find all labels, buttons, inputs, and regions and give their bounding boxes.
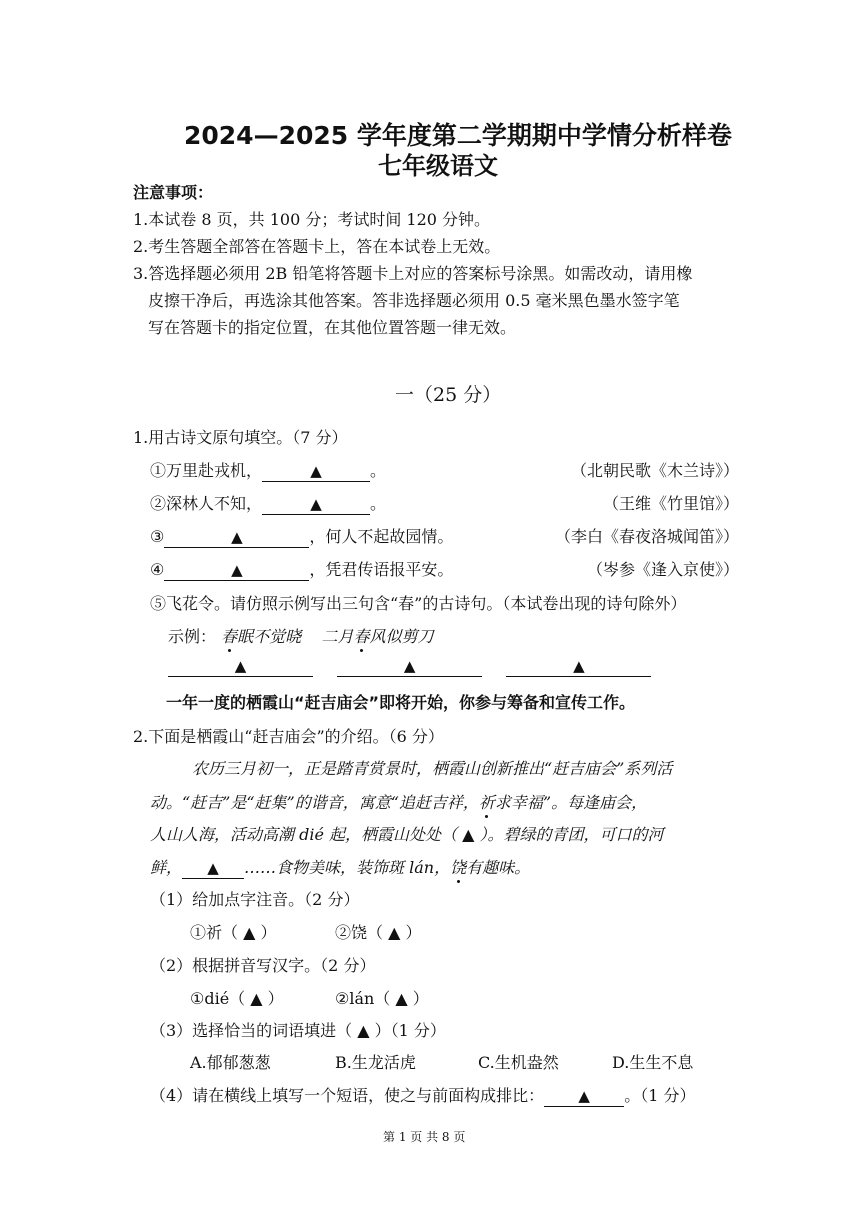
q2-sub3: （3）选择恰当的词语填进（ ▲ ）（1 分） [150, 1021, 446, 1040]
notice-item-3-cont1: 皮擦干净后，再选涂其他答案。答非选择题必须用 0.5 毫米黑色墨水签字笔 [148, 291, 680, 310]
q2-option-b[interactable]: B.生龙活虎 [335, 1053, 416, 1072]
q1-line-1: ①万里赴戎机， ▲ 。 [150, 461, 387, 480]
answer-blank[interactable]: ▲ [506, 656, 651, 677]
q2-option-c[interactable]: C.生机盎然 [478, 1053, 559, 1072]
q2-sub1: （1）给加点字注音。（2 分） [150, 890, 360, 909]
q1-source-2: （王维《竹里馆》） [602, 494, 739, 513]
q2-option-a[interactable]: A.郁郁葱葱 [190, 1053, 271, 1072]
answer-blank[interactable]: ▲ [182, 858, 244, 879]
q2-sub1-b[interactable]: ②饶（ ▲ ） [335, 923, 422, 942]
q2-passage-line-4: 鲜， ▲ ……食物美味，装饰斑 lán，饶有趣味。 [150, 858, 531, 877]
notice-item-3: 3.答选择题必须用 2B 铅笔将答题卡上对应的答案标号涂黑。如需改动，请用橡 [133, 264, 693, 283]
notice-item-2: 2.考生答题全部答在答题卡上，答在本试卷上无效。 [133, 237, 501, 256]
answer-blank[interactable]: ▲ [262, 494, 370, 515]
q2-passage-line-3: 人山人海，活动高潮 dié 起，栖霞山处处（ ▲ ）。碧绿的青团，可口的河 [150, 825, 664, 844]
notice-item-3-cont2: 写在答题卡的指定位置，在其他位置答题一律无效。 [148, 318, 517, 337]
q2-sub1-a[interactable]: ①祈（ ▲ ） [190, 923, 277, 942]
q2-sub4: （4）请在横线上填写一个短语，使之与前面构成排比： ▲ 。（1 分） [150, 1086, 696, 1105]
q1-line-4: ④ ▲ ，凭君传语报平安。 [150, 560, 454, 579]
notice-item-1: 1.本试卷 8 页，共 100 分；考试时间 120 分钟。 [133, 210, 491, 229]
page-footer: 第 1 页 共 8 页 [383, 1130, 466, 1144]
q1-line-2: ②深林人不知， ▲ 。 [150, 494, 387, 513]
q2-passage-line-2: 动。“赶吉”是“赶集”的谐音，寓意“追赶吉祥，祈求幸福”。每逢庙会， [150, 793, 648, 812]
q1-example: 示例： 春眠不觉晓 二月春风似剪刀 [168, 627, 434, 646]
q2-stem: 2.下面是栖霞山“赶吉庙会”的介绍。（6 分） [133, 727, 444, 746]
answer-blank[interactable]: ▲ [164, 560, 309, 581]
answer-blank[interactable]: ▲ [337, 656, 482, 677]
q2-passage-line-1: 农历三月初一，正是踏青赏景时，栖霞山创新推出“赶吉庙会”系列活 [192, 759, 673, 778]
q1-answer-blanks [168, 656, 651, 677]
answer-blank[interactable]: ▲ [262, 461, 370, 482]
q1-source-1: （北朝民歌《木兰诗》） [570, 461, 739, 480]
exam-title: 2024—2025 学年度第二学期期中学情分析样卷 [184, 121, 732, 150]
exam-subtitle: 七年级语文 [378, 152, 498, 180]
q1-item-5: ⑤飞花令。请仿照示例写出三句含“春”的古诗句。（本试卷出现的诗句除外） [150, 594, 687, 613]
answer-blank[interactable]: ▲ [164, 527, 309, 548]
q2-option-d[interactable]: D.生生不息 [612, 1053, 694, 1072]
answer-blank[interactable]: ▲ [544, 1086, 624, 1107]
q2-sub2: （2）根据拼音写汉字。（2 分） [150, 956, 376, 975]
q2-sub2-b[interactable]: ②lán（ ▲ ） [335, 989, 429, 1008]
q1-line-3: ③ ▲ ，何人不起故园情。 [150, 527, 454, 546]
q1-source-3: （李白《春夜洛城闻笛》） [554, 527, 739, 546]
section-title: 一（25 分） [395, 384, 502, 406]
answer-blank[interactable]: ▲ [168, 656, 313, 677]
q1-source-4: （岑参《逢入京使》） [586, 560, 739, 579]
q2-sub2-a[interactable]: ①dié（ ▲ ） [190, 989, 284, 1008]
scenario-intro: 一年一度的栖霞山“赶吉庙会”即将开始，你参与筹备和宣传工作。 [166, 693, 636, 712]
q1-stem: 1.用古诗文原句填空。（7 分） [133, 428, 348, 447]
notice-heading: 注意事项： [133, 183, 214, 202]
